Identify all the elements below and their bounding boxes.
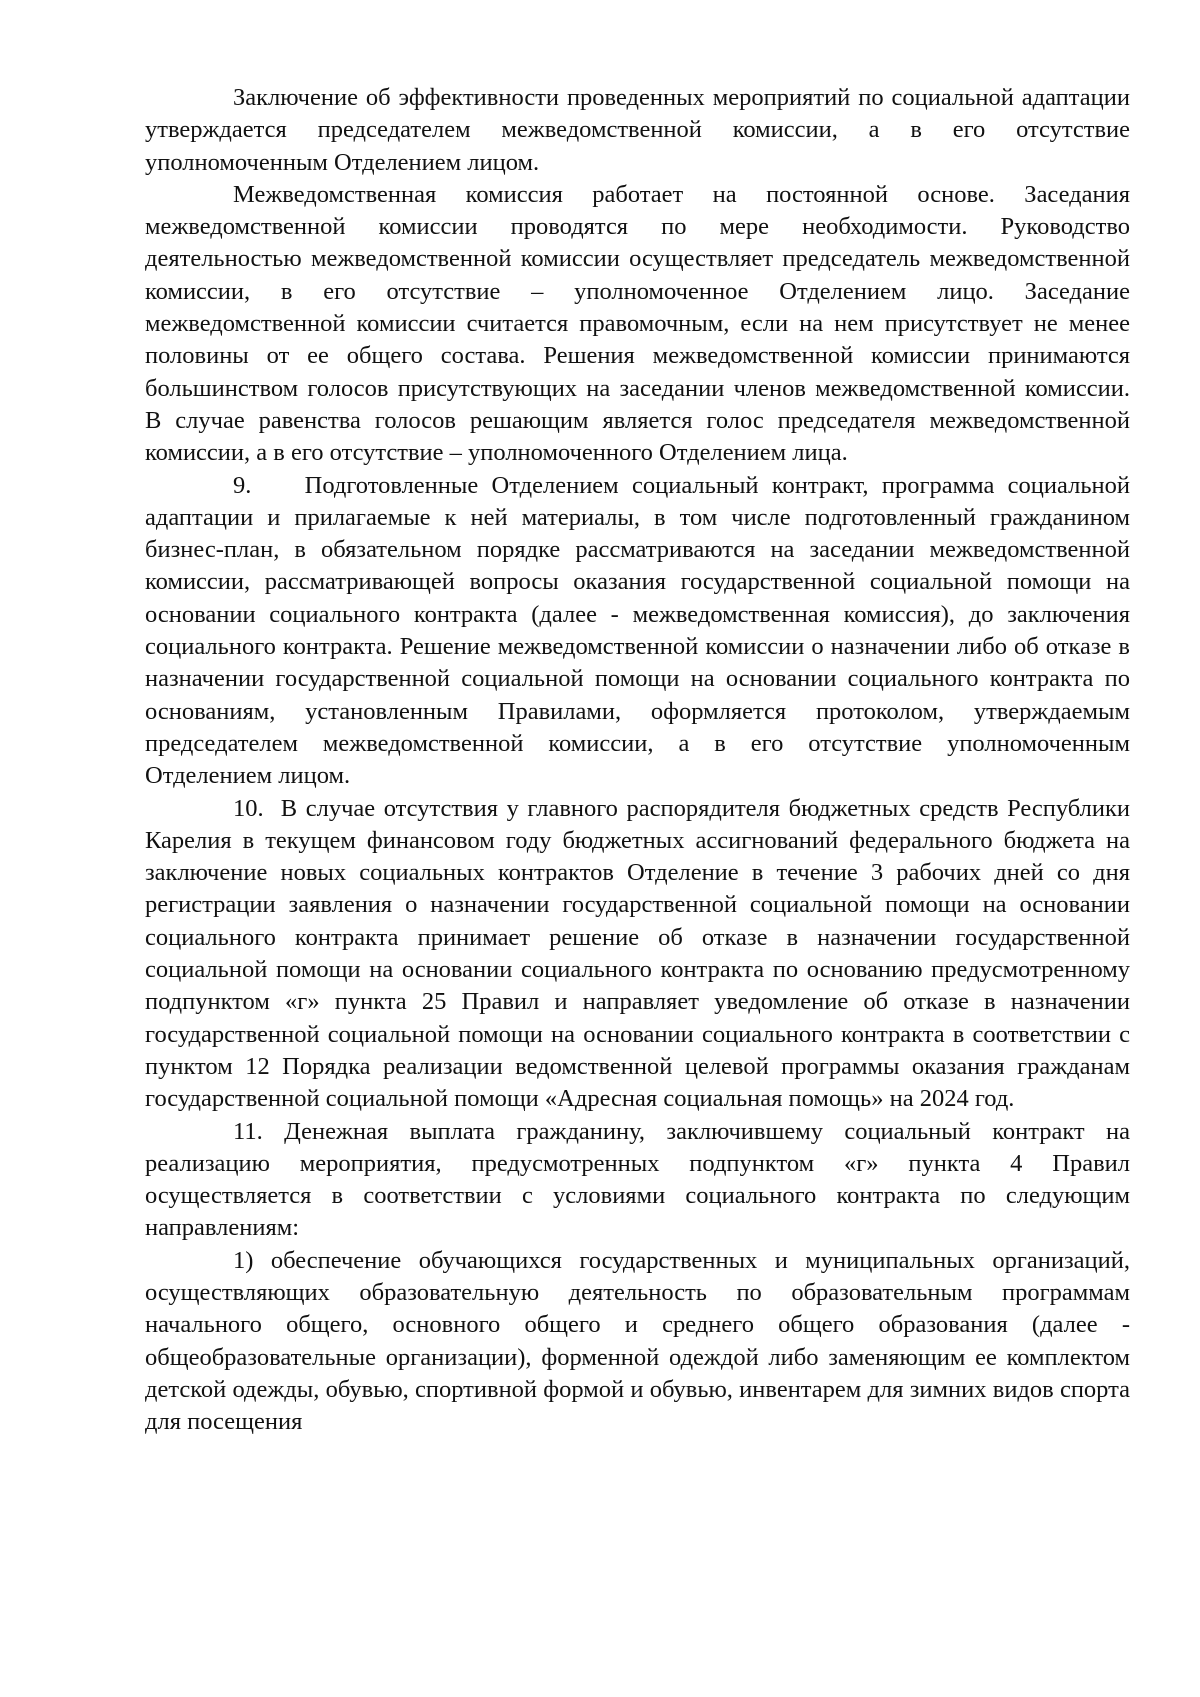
- paragraph-conclusion-approval: Заключение об эффективности проведенных мероприятий по социальной адаптации утверждается председателем межведомственной комиссии, а в его отсутствие уполномоченным Отделением лицом.: [145, 84, 1130, 176]
- paragraph-item-11: 11. Денежная выплата гражданину, заключившему социальный контракт на реализацию мероприятия, предусмотренных подпунктом «г» пункта 4 Правил осуществляется в соответствии с условиями социального контракта по следующим направлениям:: [145, 1117, 1130, 1242]
- paragraph-item-9: 9. Подготовленные Отделением социальный контракт, программа социальной адаптации и прилагаемые к ней материалы, в том числе подготовленный гражданином бизнес-план, в обязательном порядке рассматриваются на заседании межведомственной комиссии, рассматривающей вопросы оказания государственной социальной помощи на основании социального контракта (далее - межведомственная комиссия), до заключения социального контракта. Решение межведомственной комиссии о назначении либо об отказе в назначении государственной социальной помощи на основании социального контракта по основаниям, установленным Правилами, оформляется протоколом, утверждаемым председателем межведомственной комиссии, а в его отсутствие уполномоченным Отделением лицом.: [145, 471, 1137, 790]
- paragraph-item-10: 10. В случае отсутствия у главного распорядителя бюджетных средств Республики Карелия в текущем финансовом году бюджетных ассигнований федерального бюджета на заключение новых социальных контрактов Отделение в течение 3 рабочих дней со дня регистрации заявления о назначении государственной социальной помощи на основании социального контракта принимает решение об отказе в назначении государственной социальной помощи на основании социального контракта по основанию предусмотренному подпунктом «г» пункта 25 Правил и направляет уведомление об отказе в назначении государственной социальной помощи на основании социального контракта в соответствии с пунктом 12 Порядка реализации ведомственной целевой программы оказания гражданам государственной социальной помощи «Адресная социальная помощь» на 2024 год.: [145, 794, 1137, 1113]
- document-page: [145, 82, 1137, 1438]
- paragraph-subitem-1: 1) обеспечение обучающихся государственных и муниципальных организаций, осуществляющих образовательную деятельность по образовательным программам начального общего, основного общего и среднего общего образования (далее - общеобразовательные организации), форменной одеждой либо заменяющим ее комплектом детской одежды, обувью, спортивной формой и обувью, инвентарем для зимних видов спорта для посещения: [145, 1246, 1130, 1436]
- paragraph-commission-procedure: Межведомственная комиссия работает на постоянной основе. Заседания межведомственной комиссии проводятся по мере необходимости. Руководство деятельностью межведомственной комиссии осуществляет председатель межведомственной комиссии, в его отсутствие – уполномоченное Отделением лицо. Заседание межведомственной комиссии считается правомочным, если на нем присутствует не менее половины от ее общего состава. Решения межведомственной комиссии принимаются большинством голосов присутствующих на заседании членов межведомственной комиссии. В случае равенства голосов решающим является голос председателя межведомственной комиссии, а в его отсутствие – уполномоченного Отделением лица.: [145, 180, 1130, 467]
